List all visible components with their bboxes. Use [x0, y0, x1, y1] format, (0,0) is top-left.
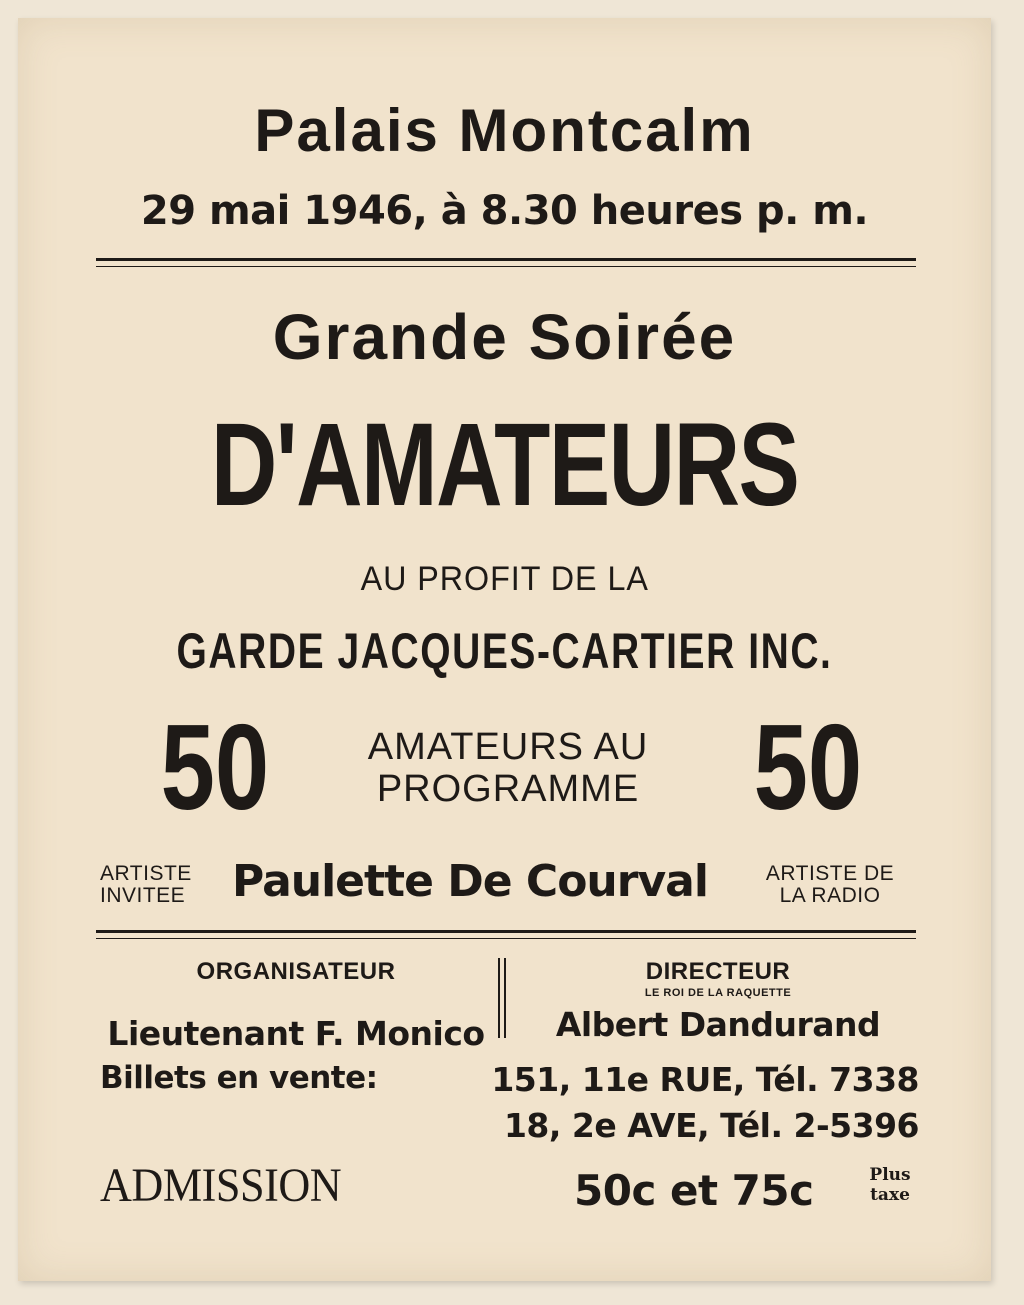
guest-note [740, 863, 920, 907]
divider-mid-2 [96, 938, 916, 939]
organizer-label: ORGANISATEUR [196, 958, 396, 985]
program-line-2: PROGRAMME [376, 768, 640, 810]
director-block [518, 958, 918, 1044]
amateur-count-left: 50 [160, 699, 270, 835]
column-divider-1 [498, 958, 500, 1038]
guest-label [100, 863, 192, 907]
divider-top-1 [96, 258, 916, 261]
count-right-wrap [723, 699, 893, 835]
admission-label-wrap [100, 1158, 362, 1213]
event-title-amateurs: D'AMATEURS [210, 399, 799, 531]
guest-note-line-1: ARTISTE DE [765, 862, 895, 885]
director-name: Albert Dandurand [555, 1005, 881, 1044]
admission-label: ADMISSION [100, 1159, 342, 1212]
tickets-label: Billets en vente: [100, 1060, 378, 1096]
date-time: 29 mai 1946, à 8.30 heures p. m. [140, 188, 869, 234]
guest-name: Paulette De Courval [232, 856, 708, 907]
divider-mid-1 [96, 930, 916, 933]
tickets-address-2: 18, 2e AVE, Tél. 2-5396 [503, 1106, 919, 1145]
organizer-block [100, 958, 492, 1053]
admission-tax [862, 1165, 918, 1205]
divider-top-2 [96, 266, 916, 267]
program-line-1: AMATEURS AU [367, 726, 649, 768]
benefit-line-2: GARDE JACQUES-CARTIER INC. [176, 623, 833, 679]
benefit-line-1-wrap [18, 560, 991, 599]
director-label: DIRECTEUR [645, 958, 791, 985]
guest-label-line-1: ARTISTE [100, 862, 192, 885]
amateur-count-right: 50 [753, 699, 863, 835]
event-title-main: Grande Soirée [272, 301, 737, 373]
admission-tax-line-2: taxe [870, 1185, 910, 1205]
benefit-line-2-wrap [18, 623, 991, 679]
guest-label-line-2: INVITEE [100, 884, 186, 907]
guest-note-line-2: LA RADIO [779, 884, 881, 907]
tickets-address-1: 151, 11e RUE, Tél. 7338 [491, 1060, 919, 1099]
director-subtitle: LE ROI DE LA RAQUETTE [644, 987, 792, 999]
count-left-wrap [130, 699, 300, 835]
admission-price: 50c et 75c [574, 1166, 814, 1215]
organizer-name: Lieutenant F. Monico [107, 1014, 485, 1053]
admission-tax-line-1: Plus [869, 1165, 911, 1185]
benefit-line-1: AU PROFIT DE LA [360, 560, 649, 598]
poster [18, 18, 991, 1281]
program-text [308, 726, 708, 810]
venue-title: Palais Montcalm [254, 97, 755, 164]
event-title-amateurs-wrap [18, 399, 991, 531]
column-divider-2 [504, 958, 506, 1038]
